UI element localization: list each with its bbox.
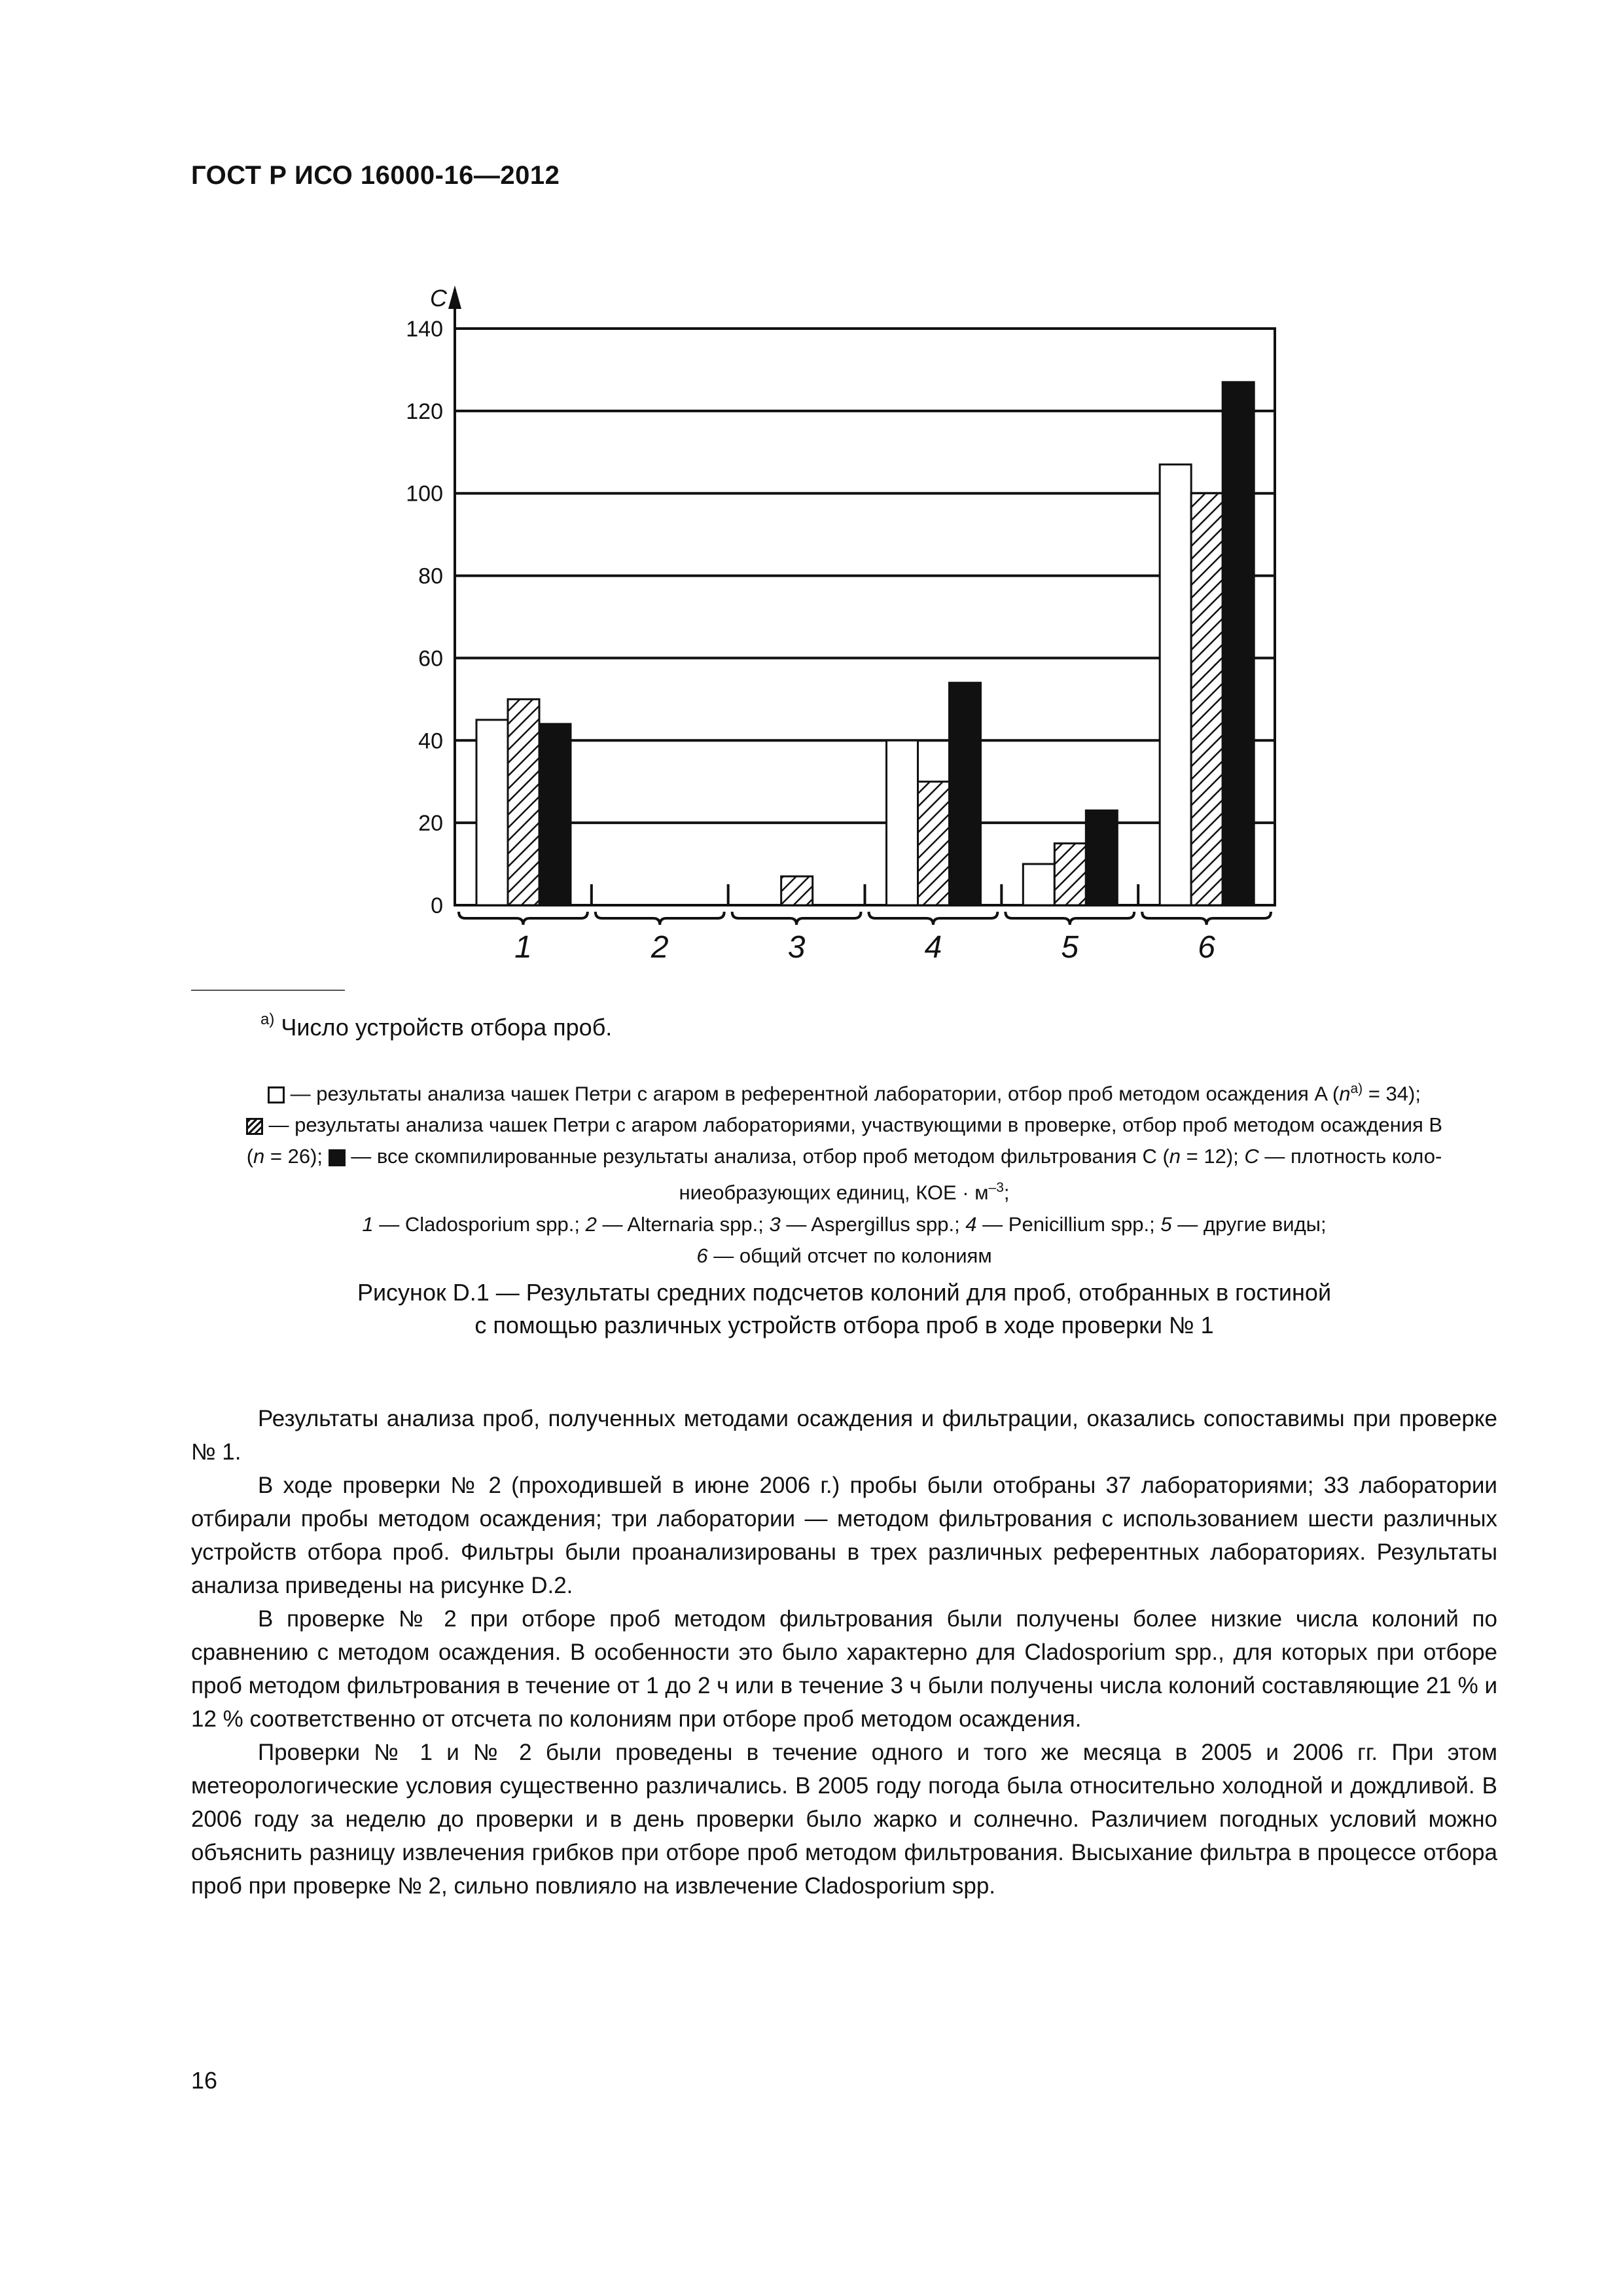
y-tick-label: 140 (406, 317, 443, 342)
legend-black-text: — все скомпилированные результаты анализа, отбор проб методом фильтрования C ( (345, 1145, 1169, 1168)
y-axis-label: C (430, 285, 447, 312)
bar-hatched (781, 876, 813, 905)
category-brace (596, 912, 724, 925)
footnote (260, 1013, 612, 1041)
bar-black (539, 724, 571, 905)
legend-black-end: = 12); (1181, 1145, 1245, 1168)
legend-sup: a) (1350, 1081, 1363, 1096)
paragraph: В проверке № 2 при отборе проб методом фильтрования были получены более низкие числа колоний по сравнению с методом осаждения. В особенности это было характерно для Cladosporium spp., для которых при отборе проб методом фильтрования в течение от 1 до 2 ч или в течение 3 ч были получены числа колоний составляющие 21 % и 12 % соответственно от отсчета по колониям при отборе проб методом осаждения. (191, 1606, 1497, 1732)
chart-axes (448, 285, 1271, 925)
bar-hatched (508, 699, 539, 905)
legend-c-def2: ниеобразующих единиц, КОЕ · м (679, 1181, 989, 1204)
chart-bars (476, 382, 1254, 905)
y-tick-label: 60 (418, 646, 443, 672)
y-tick-label: 20 (418, 811, 443, 836)
legend-line-1 (191, 1073, 1497, 1109)
y-tick-label: 0 (431, 893, 443, 918)
x-tick-label: 6 (1198, 930, 1215, 965)
legend-hatched-end: = 26); (264, 1145, 329, 1168)
x-tick-label: 2 (651, 930, 669, 965)
y-tick-label: 120 (406, 399, 443, 424)
page-number: 16 (191, 2067, 218, 2094)
legend-c-symbol: C (1244, 1145, 1259, 1168)
legend-exponent: –3 (988, 1180, 1004, 1196)
black-swatch-icon (329, 1149, 346, 1166)
bar-black (950, 683, 981, 905)
bar-black (1086, 810, 1117, 905)
species-text: — Penicillium spp.; (976, 1212, 1161, 1236)
bar-hatched (918, 781, 950, 905)
plot-frame (455, 329, 1275, 905)
legend-n: n (1169, 1145, 1181, 1168)
species-num: 6 (696, 1244, 708, 1267)
legend-c-def: — плотность коло- (1258, 1145, 1442, 1168)
species-text: — Alternaria spp.; (596, 1212, 770, 1236)
category-brace (869, 912, 998, 925)
species-num: 5 (1160, 1212, 1172, 1236)
bar-white (476, 720, 508, 905)
hatched-swatch-icon (246, 1118, 263, 1135)
white-swatch-icon (268, 1086, 285, 1103)
footnote-text: Число устройств отбора проб. (281, 1014, 613, 1041)
legend-line-3 (191, 1141, 1497, 1172)
bar-black (1222, 382, 1254, 905)
y-tick-label: 100 (406, 481, 443, 507)
category-brace (1005, 912, 1134, 925)
y-axis-arrow-icon (448, 285, 461, 309)
species-num: 2 (585, 1212, 597, 1236)
bar-white (887, 740, 918, 905)
caption-line-1: Рисунок D.1 — Результаты средних подсчетов колоний для проб, отобранных в гостиной (357, 1279, 1332, 1306)
legend-line-2 (191, 1109, 1497, 1141)
legend-paren: ( (246, 1145, 254, 1168)
footnote-marker: a) (260, 1011, 275, 1028)
legend-line-5 (191, 1209, 1497, 1240)
species-text: — Aspergillus spp.; (780, 1212, 966, 1236)
figure-caption (191, 1276, 1497, 1342)
chart-grid (455, 329, 1275, 905)
category-brace (732, 912, 861, 925)
bar-hatched (1054, 844, 1086, 905)
bar-chart (0, 0, 1623, 1021)
paragraph: Проверки № 1 и № 2 были проведены в течение одного и того же месяца в 2005 и 2006 гг. При этом метеорологические условия существенно различались. В 2005 году погода была относительно холодной и дождливой. В 2006 году за неделю до проверки и в день проверки было жарко и солнечно. Различием погодных условий можно объяснить разницу извлечения грибков при отборе проб методом фильтрования. Высыхание фильтра в процессе отбора проб при проверке № 2, сильно повлияло на извлечение Cladosporium spp. (191, 1740, 1497, 1899)
legend-white-text: — результаты анализа чашек Петри с агаром в референтной лаборатории, отбор проб методом осаждения A ( (285, 1082, 1340, 1105)
x-tick-label: 3 (787, 930, 806, 965)
x-tick-label: 1 (514, 930, 532, 965)
legend-white-end: = 34); (1363, 1082, 1421, 1105)
legend-line-6 (191, 1240, 1497, 1272)
x-tick-label: 5 (1061, 930, 1079, 965)
y-tick-label: 40 (418, 728, 443, 754)
legend-hatched-text: — результаты анализа чашек Петри с агаром лабораториями, участвующими в проверке, отбор проб методом осаждения B (262, 1113, 1443, 1137)
category-brace (459, 912, 588, 925)
x-tick-label: 4 (924, 930, 942, 965)
bar-white (1160, 465, 1191, 905)
legend-n: n (253, 1145, 265, 1168)
species-num: 1 (362, 1212, 374, 1236)
figure-legend (191, 1073, 1497, 1272)
species-text: — Cladosporium spp.; (373, 1212, 586, 1236)
legend-line-4 (191, 1172, 1497, 1208)
y-tick-label: 80 (418, 564, 443, 589)
footnote-divider (191, 990, 345, 991)
species-text: — общий отсчет по колониям (707, 1244, 992, 1267)
bar-white (1023, 864, 1054, 905)
legend-n: n (1339, 1082, 1351, 1105)
legend-c-end: ; (1003, 1181, 1010, 1204)
paragraph: В ходе проверки № 2 (проходившей в июне 2006 г.) пробы были отобраны 37 лабораториями; 33 лаборатории отбирали пробы методом осаждения; три лаборатории — методом фильтрования с использованием шести различных устройств отбора проб. Фильтры были проанализированы в трех различных референтных лабораториях. Результаты анализа приведены на рисунке D.2. (191, 1473, 1497, 1598)
paragraph: Результаты анализа проб, полученных методами осаждения и фильтрации, оказались сопоставимы при проверке № 1. (191, 1406, 1497, 1465)
document-header: ГОСТ Р ИСО 16000-16—2012 (191, 161, 560, 190)
species-num: 4 (965, 1212, 977, 1236)
species-num: 3 (769, 1212, 781, 1236)
bar-hatched (1191, 493, 1222, 905)
category-brace (1142, 912, 1271, 925)
species-text: — другие виды; (1171, 1212, 1327, 1236)
body-text (191, 1402, 1497, 1903)
caption-line-2: с помощью различных устройств отбора проб в ходе проверки № 1 (474, 1312, 1214, 1338)
